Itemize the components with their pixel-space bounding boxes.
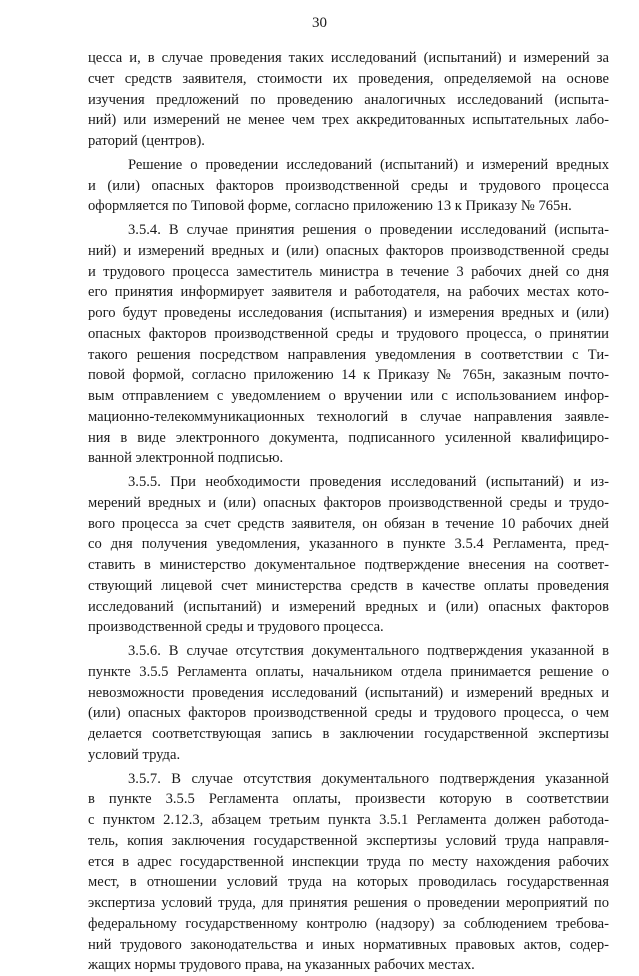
text-line: опасных факторов производственной среды и трудового процесса, о принятии — [88, 325, 609, 342]
text-line: производственной среды и трудового процесса. — [88, 619, 384, 636]
text-line: 3.5.6. В случае отсутствия документального подтверждения указанной в — [128, 643, 609, 659]
text-line: ний трудового законодательства и иных нормативных правовых актов, содер- — [88, 936, 609, 953]
text-line: ния в виде электронного документа, подписанного усиленной квалифициро- — [88, 429, 609, 446]
text-line: его принятия информирует заявителя и работодателя, на рабочих местах кото- — [88, 284, 609, 301]
text-line: раторий (центров). — [88, 133, 205, 149]
text-line: вым отправлением с уведомлением о вручении или с использованием инфор- — [88, 388, 609, 404]
text-line: 3.5.5. При необходимости проведения исследований (испытаний) и из- — [128, 474, 609, 490]
text-line: такого решения посредством направления уведомления в соответствии с Ти- — [88, 346, 609, 363]
text-line: тель, копия заключения государственной экспертизы условий труда направля- — [88, 832, 609, 849]
text-line: экспертиза условий труда, для принятия решения о проведении мероприятий по — [88, 895, 609, 911]
text-line: со дня получения уведомления, указанного в пункте 3.5.4 Регламента, пред- — [88, 536, 609, 553]
text-line: и трудового процесса заместитель министра в течение 3 рабочих дней со дня — [88, 263, 609, 280]
page-number: 30 — [312, 15, 327, 31]
text-line: 3.5.4. В случае принятия решения о проведении исследований (испыта- — [128, 222, 609, 238]
text-line: мационно-телекоммуникационных технологий в случае направления заявле- — [88, 408, 609, 425]
text-line: повой формой, согласно приложению 14 к Приказу № 765н, заказным почто- — [88, 367, 609, 384]
text-line: ванной электронной подписью. — [88, 450, 284, 467]
text-line: вого процесса за счет средств заявителя, он обязан в течение 10 рабочих дней — [88, 515, 609, 532]
text-line: мест, в отношении условий труда на которых проводилась государственная — [88, 874, 609, 891]
text-line: ется в адрес государственной инспекции труда по месту нахождения рабочих — [88, 853, 609, 870]
text-line: ний) и измерений вредных и (или) опасных факторов производственной среды — [88, 242, 609, 259]
document-body — [88, 48, 609, 976]
text-line: с пунктом 2.12.3, абзацем третьим пункта 3.5.1 Регламента должен работода- — [88, 812, 609, 828]
text-line: пункте 3.5.5 Регламента оплаты, начальником отдела принимается решение о — [88, 663, 609, 680]
text-line: мерений вредных и (или) опасных факторов производственной среды и трудо- — [88, 494, 609, 511]
text-line: исследований (испытаний) и измерений вредных и (или) опасных факторов — [88, 598, 609, 615]
text-line: жащих нормы трудового права, на указанных рабочих местах. — [88, 957, 475, 974]
text-line: делается соответствующая запись в заключении государственной экспертизы — [88, 726, 609, 742]
text-line: и (или) опасных факторов производственной среды и трудового процесса — [88, 177, 609, 194]
text-line: изучения предложений по проведению аналогичных исследований (испыта- — [88, 91, 609, 108]
text-line: 3.5.7. В случае отсутствия документального подтверждения указанной — [128, 770, 609, 787]
text-line: (или) опасных факторов производственной среды и трудового процесса, о чем — [88, 705, 609, 722]
text-line: цесса и, в случае проведения таких исследований (испытаний) и измерений за — [88, 50, 609, 66]
text-line: Решение о проведении исследований (испытаний) и измерений вредных — [128, 156, 609, 173]
text-line: невозможности проведения исследований (испытаний) и измерений вредных и — [88, 684, 609, 701]
text-line: в пункте 3.5.5 Регламента оплаты, произвести которую в соответствии — [88, 791, 609, 808]
text-line: ствующий лицевой счет министерства средств в качестве оплаты проведения — [88, 577, 609, 594]
text-line: оформляется по Типовой форме, согласно приложению 13 к Приказу № 765н. — [88, 198, 572, 215]
text-line: счет средств заявителя, стоимости их проведения, определяемой на основе — [88, 70, 609, 87]
text-line: условий труда. — [88, 746, 181, 763]
text-line: ставить в министерство документальное подтверждение внесения на соответ- — [88, 557, 609, 573]
text-line: ний) или измерений не менее чем трех аккредитованных испытательных лабо- — [88, 112, 609, 129]
text-line: федеральному государственному контролю (надзору) за соблюдением требова- — [88, 915, 609, 932]
text-line: рого будут проведены исследования (испытания) и измерения вредных и (или) — [88, 305, 609, 321]
